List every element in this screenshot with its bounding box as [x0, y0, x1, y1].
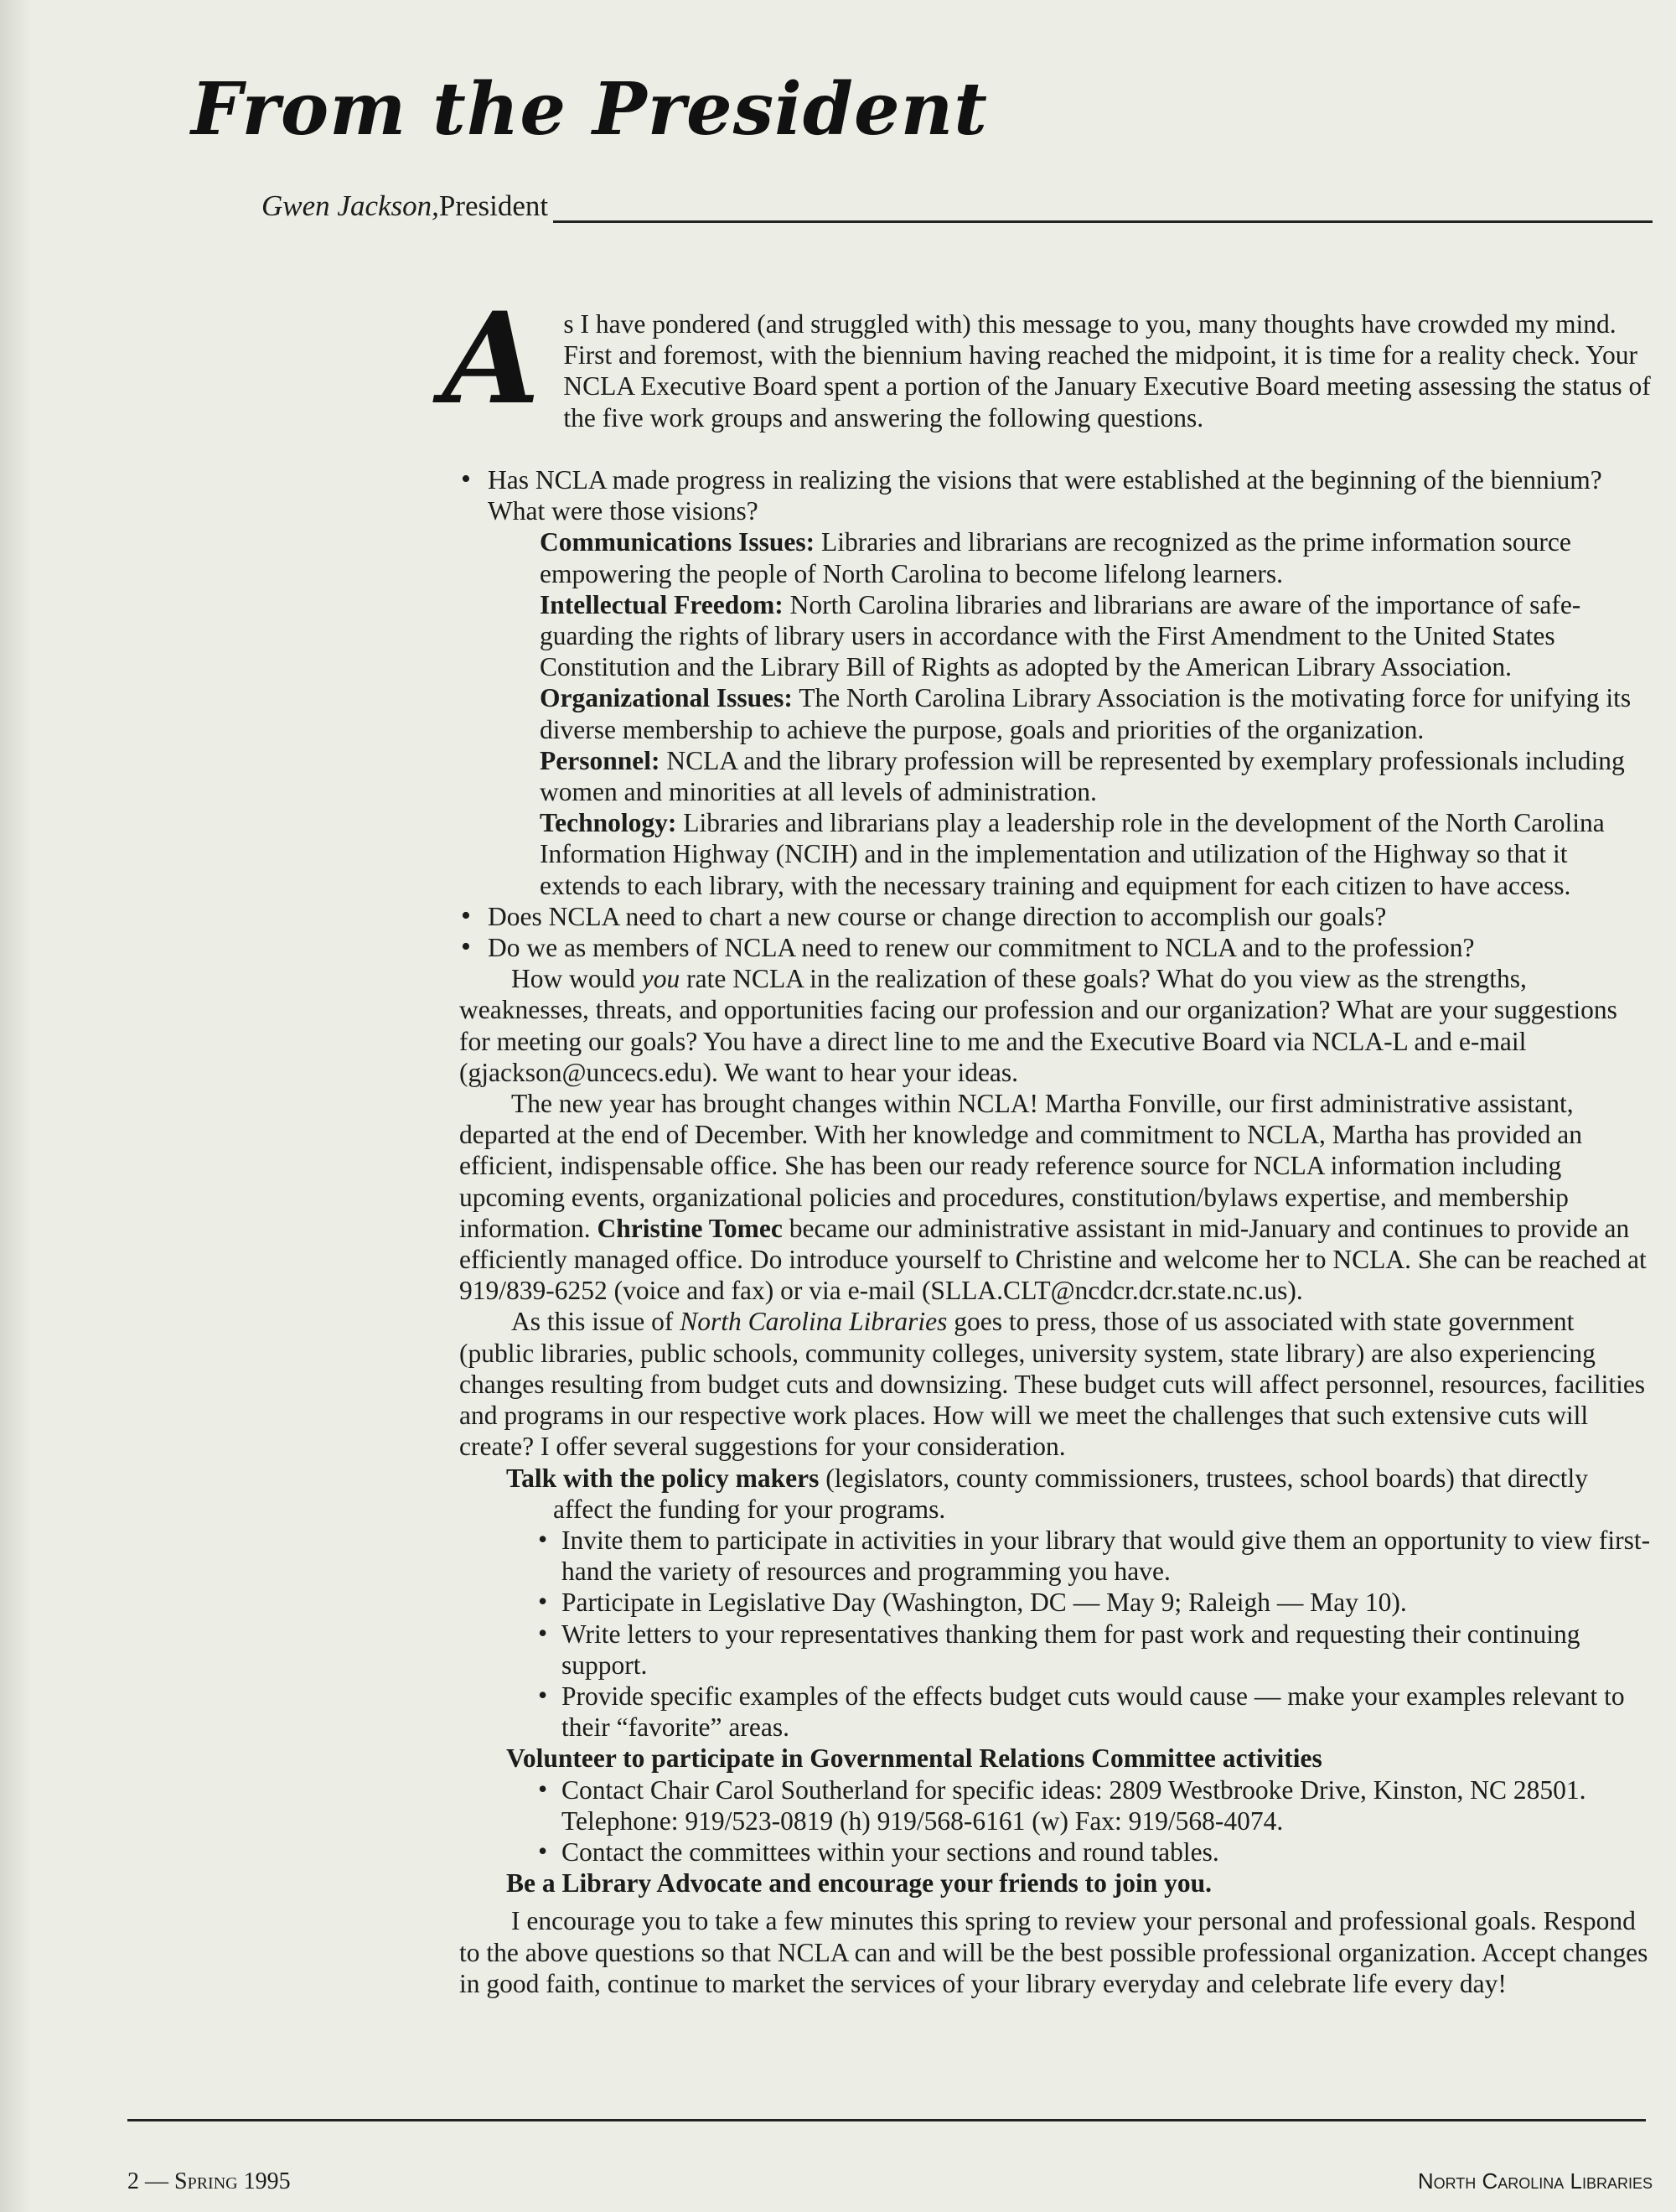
- vision-text: Libraries and librarians are recognized as the prime information source empowering the people of North Carolina to become lifelong learners.: [540, 527, 1571, 588]
- policy-item: • Provide specific examples of the effects budget cuts would cause — make your examples relevant to their “favorite” areas.: [536, 1681, 1653, 1743]
- article-body: [442, 285, 1653, 1999]
- rate-paragraph: [459, 963, 1653, 1088]
- footer-rule: [127, 2119, 1646, 2121]
- journal-title: North Carolina Libraries: [680, 1307, 948, 1337]
- question-text: Has NCLA made progress in realizing the visions that were established at the beginning of the biennium? What were those visions?: [488, 465, 1602, 526]
- intro-text: s I have pondered (and struggled with) this message to you, many thoughts have crowded my mind. First and foremost, with the biennium having reached the midpoint, it is time for a reality check. Your NCLA Executive Board spent a portion of the January Executive Board meeting assessing the status of the five work groups and answering the following questions.: [563, 309, 1651, 433]
- budget-text-b: goes to press, those of us associated with state government (public libraries, public schools, community colleges, university system, state library) are also experiencing changes resulting from budget cuts and downsizing. These budget cuts will affect personnel, resources, facilities and programs in our respective work places. How will we meet the challenges that such extensive cuts will create? I offer several suggestions for your consideration.: [459, 1307, 1646, 1462]
- vision-label: Organizational Issues:: [540, 683, 793, 713]
- intro-paragraph: [442, 285, 1653, 464]
- vision-label: Intellectual Freedom:: [540, 589, 784, 619]
- rate-text-a: How would: [511, 964, 642, 994]
- policy-item: • Invite them to participate in activities in your library that would give them an opportunity to view first-hand the variety of resources and programming you have.: [536, 1525, 1653, 1587]
- budget-text-a: As this issue of: [511, 1307, 680, 1337]
- visions-list: [488, 526, 1653, 900]
- rate-text-b: rate NCLA in the realization of these goals? What do you view as the strengths, weaknesses, threats, and opportunities facing our profession and our organization? What are your suggestions for meeting our goals? You have a direct line to me and the Executive Board via NCLA-L and e-mail (gjackson@uncecs.edu). We want to hear your ideas.: [459, 964, 1617, 1087]
- author-name: Gwen Jackson,: [261, 189, 439, 222]
- new-year-bold-name: Christine Tomec: [597, 1213, 783, 1243]
- policy-text: (legislators, county commissioners, trustees, school boards) that directly affect the funding for your programs.: [553, 1463, 1589, 1524]
- policy-list: [459, 1525, 1653, 1743]
- closing-paragraph: I encourage you to take a few minutes this spring to review your personal and professional goals. Respond to the above questions so that NCLA can and will be the best possible professional organization. Accept changes in good faith, continue to market the services of your library everyday and celebrate life every day!: [459, 1906, 1648, 1998]
- author-role: President: [438, 189, 549, 222]
- policy-item: • Write letters to your representatives thanking them for past work and requesting their continuing support.: [536, 1619, 1653, 1681]
- page-edge-shadow: [0, 0, 32, 2212]
- page-title: From the President: [191, 67, 988, 152]
- vision-label: Personnel:: [540, 745, 660, 775]
- volunteer-section: [459, 1743, 1653, 1774]
- question-item: • Does NCLA need to chart a new course or change direction to accomplish our goals?: [459, 901, 1653, 932]
- policy-heading-line: [506, 1463, 1653, 1525]
- byline: [261, 189, 1653, 223]
- page-number-issue: 2 — Spring 1995: [127, 2168, 291, 2194]
- new-year-text-b: became our administrative assistant in mid-January and continues to provide an efficiently managed office. Do introduce yourself to Christine and welcome her to NCLA. She can be reached at 919/839-6252 (voice and fax) or via e-mail (SLLA.CLT@ncdcr.dcr.state.nc.us).: [459, 1213, 1647, 1306]
- volunteer-item: • Contact the committees within your sections and round tables.: [536, 1836, 1653, 1868]
- vision-text: Libraries and librarians play a leadership role in the development of the North Carolina Information Highway (NCIH) and in the implementation and utilization of the Highway so that it extends to each library, with the necessary training and equipment for each citizen to have access.: [540, 808, 1605, 900]
- policy-item: • Participate in Legislative Day (Washington, DC — May 9; Raleigh — May 10).: [536, 1587, 1653, 1618]
- policy-section: [459, 1463, 1653, 1525]
- vision-label: Communications Issues:: [540, 527, 815, 557]
- vision-text: The North Carolina Library Association is the motivating force for unifying its diverse membership to achieve the purpose, goals and priorities of the organization.: [540, 683, 1632, 744]
- publication-name: North Carolina Libraries: [1417, 2168, 1653, 2194]
- rate-emphasis: you: [641, 964, 680, 994]
- advocate-section: [459, 1868, 1653, 1899]
- vision-text: NCLA and the library profession will be represented by exemplary professionals including women and minorities at all levels of administration.: [540, 745, 1625, 807]
- vision-label: Technology:: [540, 808, 677, 838]
- vision-item: [540, 589, 1653, 683]
- budget-paragraph: [459, 1306, 1653, 1462]
- vision-item: [540, 682, 1653, 744]
- vision-item: [540, 807, 1653, 901]
- vision-item: [540, 526, 1653, 588]
- byline-rule: [553, 195, 1653, 223]
- policy-heading: Talk with the policy makers: [506, 1463, 820, 1493]
- volunteer-list: [459, 1774, 1653, 1868]
- question-item: • Do we as members of NCLA need to renew our commitment to NCLA and to the profession?: [459, 932, 1653, 963]
- advocate-heading: Be a Library Advocate and encourage your friends to join you.: [506, 1868, 1213, 1899]
- new-year-paragraph: [459, 1088, 1653, 1306]
- volunteer-item: • Contact Chair Carol Southerland for specific ideas: 2809 Westbrooke Drive, Kinston, NC 28501. Telephone: 919/523-0819 (h) 919/568-6161 (w) Fax: 919/568-4074.: [536, 1774, 1653, 1836]
- volunteer-heading: Volunteer to participate in Governmental Relations Committee activities: [506, 1743, 1322, 1774]
- new-year-text-a: The new year has brought changes within NCLA! Martha Fonville, our first administrative assistant, departed at the end of December. With her knowledge and commitment to NCLA, Martha has provided an efficient, indispensable office. She has been our ready reference source for NCLA information including upcoming events, organizational policies and procedures, constitution/bylaws expertise, and membership information.: [459, 1089, 1582, 1243]
- drop-cap: A: [442, 285, 541, 433]
- vision-text: North Carolina libraries and librarians are aware of the importance of safe-guarding the rights of library users in accordance with the First Amendment to the United States Constitution and the Library Bill of Rights as adopted by the American Library Association.: [540, 589, 1581, 682]
- vision-item: [540, 745, 1653, 807]
- question-list: [459, 464, 1653, 963]
- question-item: [459, 464, 1653, 901]
